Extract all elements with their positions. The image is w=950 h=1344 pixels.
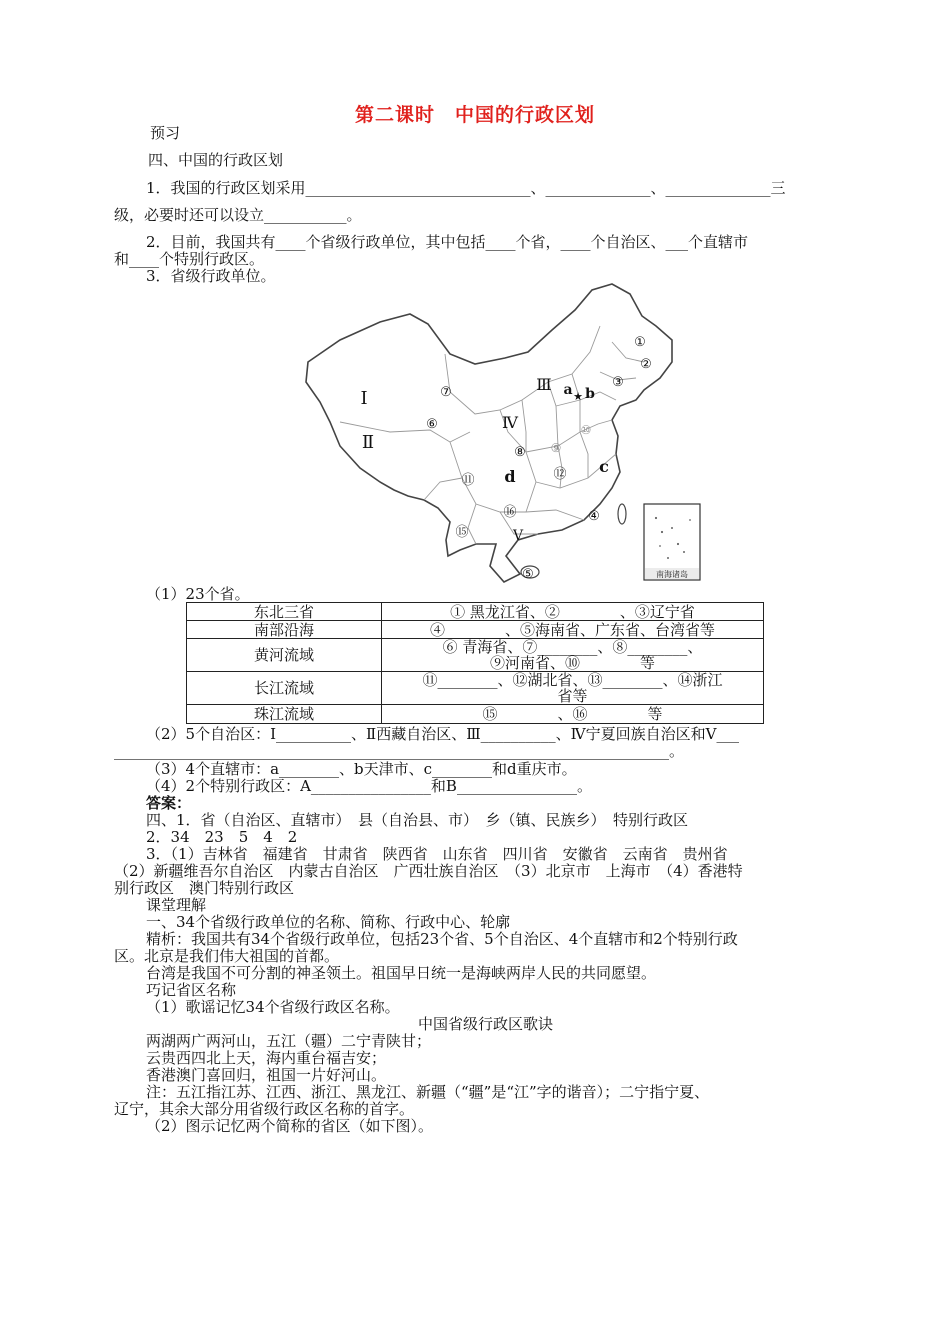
map-label: Ⅲ bbox=[536, 375, 552, 394]
question-3-line: 3．省级行政单位。 bbox=[146, 267, 276, 285]
question-1-line-2: 级，必要时还可以设立___________。 bbox=[114, 206, 362, 224]
page-title: 第二课时 中国的行政区划 bbox=[354, 104, 595, 126]
map-label: ⑫ bbox=[553, 467, 567, 482]
capital-star: ★ bbox=[573, 390, 583, 403]
song-title: 中国省级行政区歌诀 bbox=[418, 1015, 554, 1033]
table-row bbox=[187, 672, 764, 705]
map-label: ⑮ bbox=[455, 525, 469, 540]
region-name: 珠江流域 bbox=[187, 705, 382, 724]
table-caption: （1）23个省。 bbox=[146, 585, 250, 603]
region-provinces-line-1: ⑥ 青海省、⑦________、⑧________、 bbox=[442, 638, 703, 656]
region-provinces: ④ 、⑤海南省、广东省、台湾省等 bbox=[382, 621, 764, 639]
map-label: ⑨ bbox=[550, 441, 562, 455]
song-line-2: 云贵西四北上天，海内重台福吉安； bbox=[146, 1049, 387, 1067]
region-provinces: ⑮ 、⑯ 等 bbox=[382, 705, 764, 724]
map-label: ⑪ bbox=[461, 473, 475, 488]
note-line-2: 辽宁，其余大部分用省级行政区名称的首字。 bbox=[114, 1100, 415, 1118]
answer-3-line-1: 3．（1）吉林省 福建省 甘肃省 陕西省 山东省 四川省 安徽省 云南省 贵州省 bbox=[146, 845, 728, 863]
china-province-map bbox=[300, 282, 720, 584]
note-line-1: 注：五江指江苏、江西、浙江、黑龙江、新疆（“疆”是“江”字的谐音）；二宁指宁夏、 bbox=[146, 1083, 710, 1101]
region-name: 南部沿海 bbox=[187, 621, 382, 639]
diagram-line: （2）图示记忆两个简称的省区（如下图）。 bbox=[146, 1117, 434, 1135]
inset-label: 南海诸岛 bbox=[656, 570, 688, 579]
map-label: ⑯ bbox=[503, 505, 517, 520]
region-provinces-line-2: 省等 bbox=[557, 687, 588, 705]
table-row bbox=[187, 603, 764, 621]
song-line-1: 两湖两广两河山，五江（疆）二宁青陕甘； bbox=[146, 1032, 432, 1050]
question-1-line-1: 1．我国的行政区划采用______________________________、______________、______________三 bbox=[146, 179, 786, 197]
memory-title: 巧记省区名称 bbox=[146, 981, 237, 999]
municipalities-line: （3）4个直辖市：a________、b天津市、c________和d重庆市。 bbox=[146, 760, 577, 778]
map-label: ⑩ bbox=[580, 423, 592, 437]
map-label: ② bbox=[640, 357, 652, 372]
map-label: Ⅳ bbox=[502, 413, 518, 432]
map-label: ⑤ bbox=[522, 567, 534, 582]
map-label: ③ bbox=[612, 375, 624, 390]
region-provinces: ① 黑龙江省、② 、③辽宁省 bbox=[382, 603, 764, 621]
answer-3-line-3: 别行政区 澳门特别行政区 bbox=[114, 879, 295, 897]
map-label: ⑦ bbox=[440, 385, 452, 400]
table-row bbox=[187, 621, 764, 639]
answers-label: 答案： bbox=[146, 794, 192, 812]
region-provinces-line-2: ⑨河南省、⑩ 等 bbox=[489, 654, 655, 672]
map-label: ① bbox=[634, 335, 646, 350]
map-label: Ⅱ bbox=[361, 432, 375, 453]
part-1-title: 一、34个省级行政单位的名称、简称、行政中心、轮廓 bbox=[146, 913, 511, 931]
answer-1: 四、1．省（自治区、直辖市） 县（自治县、市） 乡（镇、民族乡） 特别行政区 bbox=[146, 811, 689, 829]
analysis-line-1: 精析：我国共有34个省级行政单位，包括23个省、5个自治区、4个直辖市和2个特别行政 bbox=[146, 930, 738, 948]
table-row bbox=[187, 705, 764, 724]
analysis-line-2: 区。北京是我们伟大祖国的首都。 bbox=[114, 947, 340, 965]
region-provinces bbox=[382, 672, 764, 705]
map-label: d bbox=[504, 467, 516, 486]
map-label: Ⅰ bbox=[360, 388, 368, 409]
section-title: 四、中国的行政区划 bbox=[148, 151, 284, 169]
autonomous-regions-line-2: __________________________________________________________________________。 bbox=[114, 742, 685, 760]
class-understanding-label: 课堂理解 bbox=[146, 896, 207, 914]
map-label: ⑧ bbox=[514, 445, 526, 460]
taiwan-island-shape bbox=[618, 504, 626, 524]
region-name: 黄河流域 bbox=[187, 639, 382, 672]
answer-3-line-2: （2）新疆维吾尔自治区 内蒙古自治区 广西壮族自治区 （3）北京市 上海市 （4）香港特 bbox=[114, 862, 743, 880]
map-label: c bbox=[599, 457, 609, 476]
region-name: 长江流域 bbox=[187, 672, 382, 705]
question-2-line-2: 和____个特别行政区。 bbox=[114, 250, 265, 268]
special-regions-line: （4）2个特别行政区：A________________和B________________。 bbox=[146, 777, 592, 795]
region-provinces-line-1: ⑪________、⑫湖北省、⑬________、⑭浙江 bbox=[422, 671, 723, 689]
map-label: a bbox=[563, 382, 573, 398]
taiwan-line: 台湾是我国不可分割的神圣领土。祖国早日统一是海峡两岸人民的共同愿望。 bbox=[146, 964, 657, 982]
song-line-3: 香港澳门喜回归，祖国一片好河山。 bbox=[146, 1066, 387, 1084]
song-intro: （1）歌谣记忆34个省级行政区名称。 bbox=[146, 998, 400, 1016]
region-name: 东北三省 bbox=[187, 603, 382, 621]
map-label: Ⅴ bbox=[512, 528, 524, 544]
province-table bbox=[186, 602, 764, 724]
answer-2: 2．34 23 5 4 2 bbox=[146, 828, 298, 846]
question-2-line-1: 2．目前，我国共有____个省级行政单位，其中包括____个省，____个自治区、___个直辖市 bbox=[146, 233, 749, 251]
map-label: ⑥ bbox=[426, 417, 438, 432]
preview-label: 预习 bbox=[150, 124, 181, 142]
table-row bbox=[187, 639, 764, 672]
region-provinces bbox=[382, 639, 764, 672]
map-label: ④ bbox=[588, 509, 600, 524]
autonomous-regions-line-1: （2）5个自治区：Ⅰ__________、Ⅱ西藏自治区、Ⅲ__________、Ⅳ宁夏回族自治区和Ⅴ___ bbox=[146, 725, 739, 743]
map-label: b bbox=[585, 386, 595, 402]
